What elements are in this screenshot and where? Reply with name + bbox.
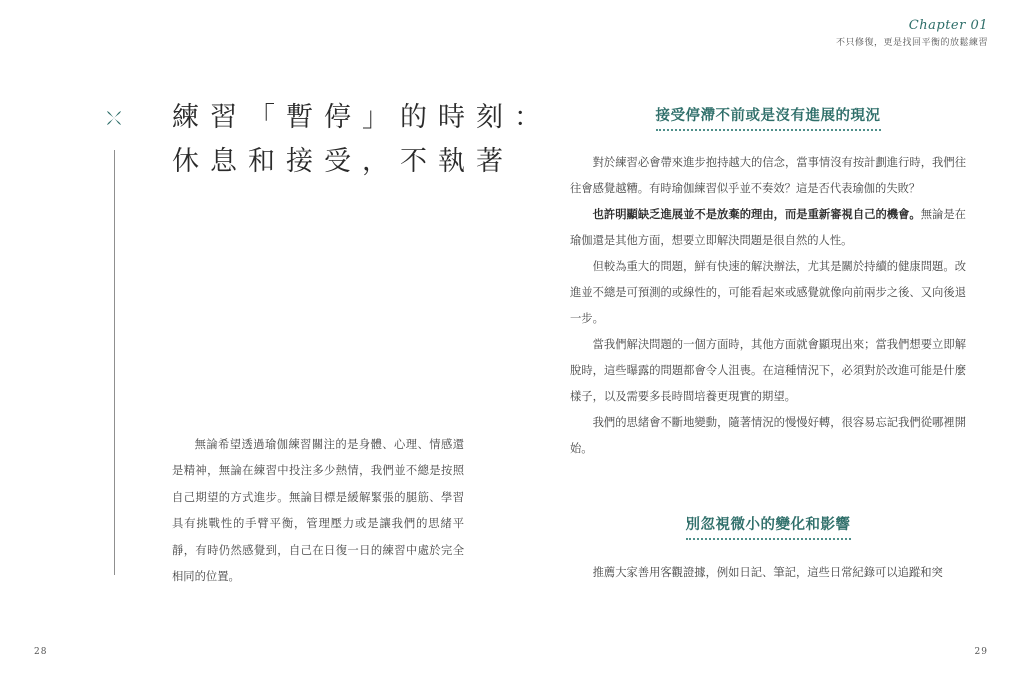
section-heading-1 bbox=[512, 104, 1024, 131]
paragraph: 當我們解決問題的一個方面時，其他方面就會顯現出來；當我們想要立即解脫時，這些曝露的問題都會令人沮喪。在這種情況下，必須對於改進可能是什麼樣子，以及需要多長時間培養更現實的期望。 bbox=[570, 338, 966, 403]
section-2-body bbox=[570, 560, 966, 586]
emphasis-text: 也許明顯缺乏進展並不是放棄的理由，而是重新審視自己的機會。 bbox=[592, 208, 921, 221]
paragraph: 但較為重大的問題，鮮有快速的解決辦法，尤其是關於持續的健康問題。改進並不總是可預測的或線性的，可能看起來或感覺就像向前兩步之後、又向後退一步。 bbox=[570, 260, 966, 325]
running-header-subtitle: 不只修復，更是找回平衡的放鬆練習 bbox=[835, 38, 988, 48]
paragraph: 我們的思緒會不斷地變動，隨著情況的慢慢好轉，很容易忘記我們從哪裡開始。 bbox=[570, 416, 966, 455]
section-heading-2-text: 別忽視微小的變化和影響 bbox=[686, 513, 851, 540]
paragraph: 推薦大家善用客觀證據，例如日記、筆記，這些日常紀錄可以追蹤和突 bbox=[592, 566, 943, 579]
intro-text: 無論希望透過瑜伽練習關注的是身體、心理、情感還是精神，無論在練習中投注多少熱情，我們並不總是按照自己期望的方式進步。無論目標是緩解緊張的腿筋、學習具有挑戰性的手臂平衡，管理壓力或是讓我們的思緒平靜，有時仍然感覺到，自己在日復一日的練習中處於完全相同的位置。 bbox=[172, 438, 464, 584]
vertical-rule bbox=[114, 150, 115, 575]
right-page bbox=[512, 0, 1024, 694]
title-line-1: 練習「暫停」的時刻： bbox=[172, 102, 552, 133]
chapter-label: Chapter 01 bbox=[908, 18, 988, 33]
chapter-title bbox=[172, 96, 552, 184]
running-header bbox=[836, 18, 988, 48]
page-number-left: 28 bbox=[34, 647, 48, 657]
title-line-2: 休息和接受，不執著 bbox=[172, 146, 514, 177]
section-heading-2 bbox=[512, 513, 1024, 540]
section-1-body bbox=[570, 150, 966, 462]
paragraph: 對於練習必會帶來進步抱持越大的信念，當事情沒有按計劃進行時，我們往往會感覺越糟。有時瑜伽練習似乎並不奏效？這是否代表瑜伽的失敗？ bbox=[570, 156, 966, 195]
intro-paragraph bbox=[172, 432, 464, 590]
section-heading-1-text: 接受停滯不前或是沒有進展的現況 bbox=[656, 104, 881, 131]
page-number-right: 29 bbox=[974, 647, 988, 657]
paragraph-emphasis bbox=[570, 202, 966, 254]
paragraph-rest: 無論是在瑜伽還是其他方面，想要立即解決問題是很自然的人性。 bbox=[570, 208, 966, 247]
four-petal-ornament-icon bbox=[106, 110, 122, 126]
